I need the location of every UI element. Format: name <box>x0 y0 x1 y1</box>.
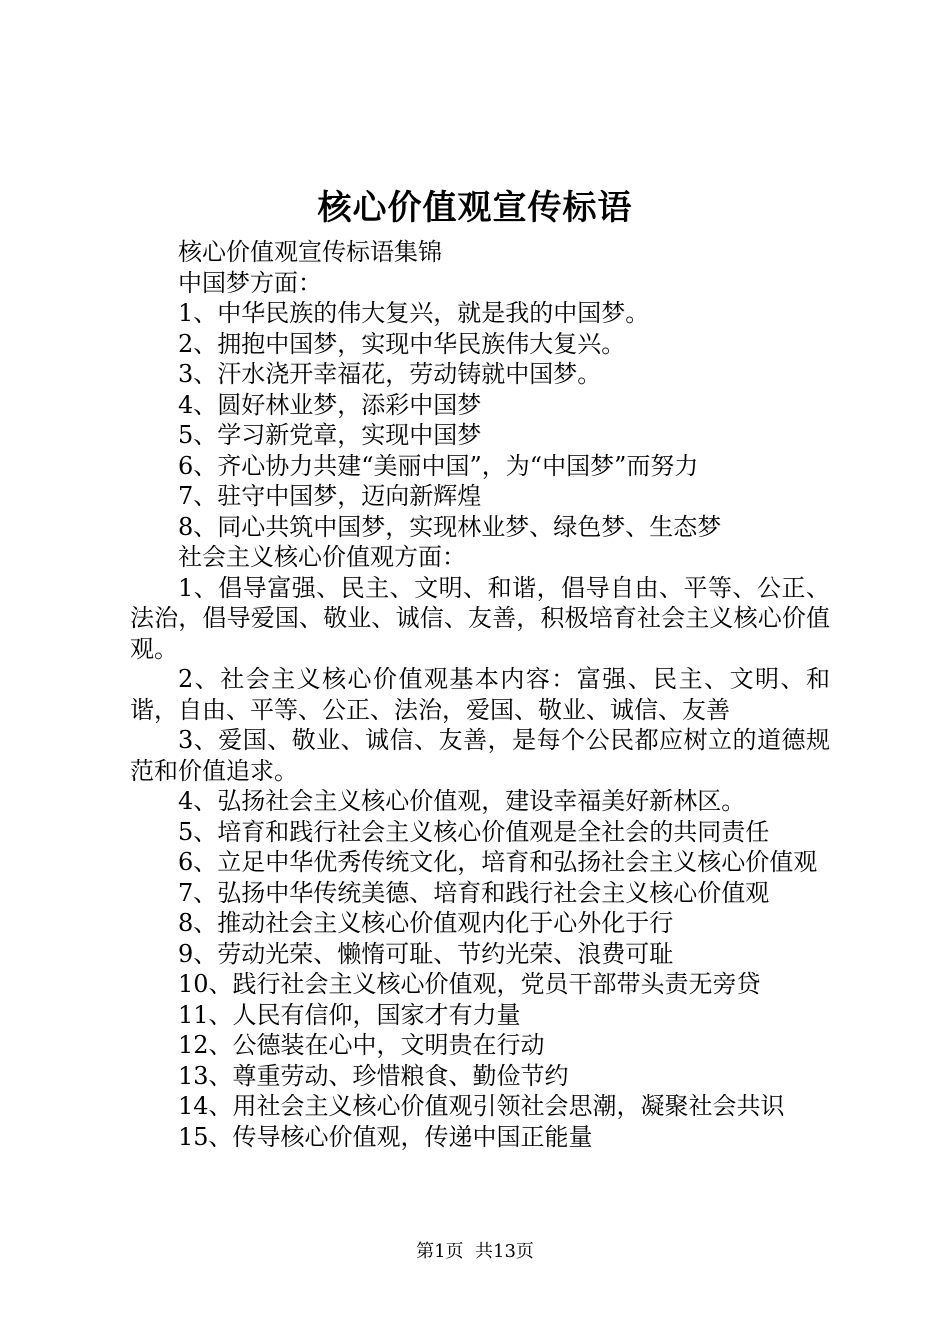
paragraph: 11、人民有信仰，国家才有力量 <box>178 1000 521 1029</box>
paragraph: 13、尊重劳动、珍惜粮食、勤俭节约 <box>178 1061 569 1090</box>
paragraph: 8、推动社会主义核心价值观内化于心外化于行 <box>178 909 674 937</box>
paragraph: 社会主义核心价值观方面： <box>178 543 466 571</box>
paragraph: 4、弘扬社会主义核心价值观，建设幸福美好新林区。 <box>178 787 746 815</box>
page-total: 共13页 <box>475 1241 534 1262</box>
paragraph: 7、弘扬中华传统美德、培育和践行社会主义核心价值观 <box>178 878 770 907</box>
document-body <box>130 237 830 1152</box>
paragraph: 2、拥抱中国梦，实现中华民族伟大复兴。 <box>178 329 626 358</box>
paragraph: 4、圆好林业梦，添彩中国梦 <box>178 390 482 419</box>
page-footer <box>0 1240 950 1264</box>
paragraph: 核心价值观宣传标语集锦 <box>178 238 442 266</box>
paragraph: 3、汗水浇开幸福花，劳动铸就中国梦。 <box>178 360 602 388</box>
paragraph: 12、公德装在心中，文明贵在行动 <box>178 1031 545 1059</box>
paragraph: 9、劳动光荣、懒惰可耻、节约光荣、浪费可耻 <box>178 939 674 968</box>
paragraph: 中国梦方面： <box>178 268 322 297</box>
paragraph: 8、同心共筑中国梦，实现林业梦、绿色梦、生态梦 <box>178 512 722 541</box>
page-number: 第1页 <box>416 1241 464 1262</box>
paragraph: 10、践行社会主义核心价值观，党员干部带头责无旁贷 <box>178 970 761 998</box>
paragraph: 5、培育和践行社会主义核心价值观是全社会的共同责任 <box>178 817 770 846</box>
paragraph: 6、齐心协力共建“美丽中国”，为“中国梦”而努力 <box>178 451 699 480</box>
paragraph: 3、爱国、敬业、诚信、友善，是每个公民都应树立的道德规范和价值追求。 <box>130 726 830 785</box>
paragraph: 1、中华民族的伟大复兴，就是我的中国梦。 <box>178 299 650 327</box>
paragraph: 1、倡导富强、民主、文明、和谐，倡导自由、平等、公正、法治，倡导爱国、敬业、诚信、友善，积极培育社会主义核心价值观。 <box>130 573 830 663</box>
document-title: 核心价值观宣传标语 <box>317 188 633 228</box>
paragraph: 2、社会主义核心价值观基本内容：富强、民主、文明、和谐，自由、平等、公正、法治，爱国、敬业、诚信、友善 <box>130 665 830 724</box>
paragraph: 15、传导核心价值观，传递中国正能量 <box>178 1122 593 1151</box>
paragraph: 6、立足中华优秀传统文化，培育和弘扬社会主义核心价值观 <box>178 848 818 876</box>
paragraph: 5、学习新党章，实现中国梦 <box>178 421 482 449</box>
paragraph: 7、驻守中国梦，迈向新辉煌 <box>178 482 482 510</box>
paragraph: 14、用社会主义核心价值观引领社会思潮，凝聚社会共识 <box>178 1092 785 1120</box>
footer-separator <box>464 1241 475 1262</box>
